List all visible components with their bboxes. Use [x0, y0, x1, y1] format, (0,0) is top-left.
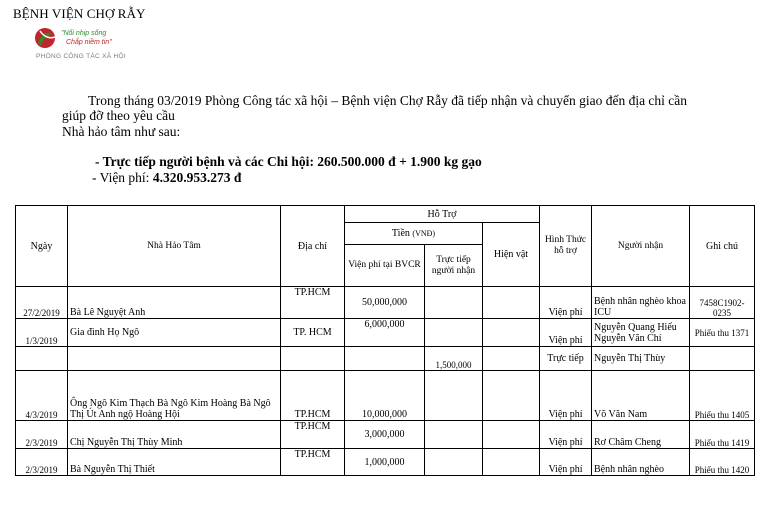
table-cell: Ông Ngô Kim Thạch Bà Ngô Kim Hoàng Bà Ngô Thị Út Anh ngộ Hoàng Hội	[68, 371, 281, 421]
logo-department: PHÒNG CÔNG TÁC XÃ HỘI	[36, 53, 126, 60]
table-cell	[16, 347, 68, 371]
table-cell: Phiếu thu 1419	[690, 421, 755, 449]
table-row	[16, 347, 755, 371]
table-cell	[483, 421, 540, 449]
table-cell: 3,000,000	[345, 421, 425, 449]
table-cell	[425, 287, 483, 319]
hospital-name: BỆNH VIỆN CHỢ RẪY	[13, 6, 146, 21]
table-cell: Rơ Châm Cheng	[592, 421, 690, 449]
table-cell: Viện phí	[540, 371, 592, 421]
table-row	[16, 449, 755, 476]
table-cell: Viện phí	[540, 449, 592, 476]
table-cell: 4/3/2019	[16, 371, 68, 421]
table-cell: 7458C1902-0235	[690, 287, 755, 319]
table-cell: Viện phí	[540, 319, 592, 347]
table-cell: TP.HCM	[281, 449, 345, 476]
table-cell: Bà Lê Nguyệt Anh	[68, 287, 281, 319]
table-cell: TP.HCM	[281, 371, 345, 421]
table-cell: 1,000,000	[345, 449, 425, 476]
table-cell: Viện phí	[540, 287, 592, 319]
table-cell	[425, 319, 483, 347]
header-recipient: Người nhận	[592, 206, 690, 287]
table-cell	[425, 421, 483, 449]
header-date: Ngày	[16, 206, 68, 287]
table-row	[16, 287, 755, 319]
table-cell: Nguyễn Quang Hiếu Nguyễn Văn Chí	[592, 319, 690, 347]
header-direct: Trực tiếp người nhận	[425, 245, 483, 287]
table-cell	[345, 347, 425, 371]
summary-fees-value: 4.320.953.273 đ	[152, 170, 242, 185]
table-cell	[483, 319, 540, 347]
table-cell	[483, 287, 540, 319]
table-cell: 1,500,000	[425, 347, 483, 371]
header-hospital-fee: Viện phí tại BVCR	[345, 245, 425, 287]
table-cell: Bà Nguyễn Thị Thiết	[68, 449, 281, 476]
table-cell	[425, 449, 483, 476]
summary-fees: - Viện phí: 4.320.953.273 đ	[92, 170, 242, 185]
table-cell: Võ Văn Nam	[592, 371, 690, 421]
donation-table	[15, 205, 755, 476]
header-donor: Nhà Hảo Tâm	[68, 206, 281, 287]
table-cell: Trực tiếp	[540, 347, 592, 371]
logo-slogan-line2: Chắp niềm tin"	[66, 39, 112, 46]
table-cell: Phiếu thu 1371	[690, 319, 755, 347]
table-cell: Phiếu thu 1405	[690, 371, 755, 421]
table-row	[16, 421, 755, 449]
table-cell: 50,000,000	[345, 287, 425, 319]
header-support: Hỗ Trợ	[345, 206, 540, 223]
table-cell: TP.HCM	[281, 287, 345, 319]
table-cell	[483, 347, 540, 371]
table-cell: Phiếu thu 1420	[690, 449, 755, 476]
header-money: Tiền (VNĐ)	[345, 223, 483, 245]
table-cell	[68, 347, 281, 371]
table-cell: 1/3/2019	[16, 319, 68, 347]
table-cell: 27/2/2019	[16, 287, 68, 319]
header-address: Địa chỉ	[281, 206, 345, 287]
table-cell	[281, 347, 345, 371]
header-note: Ghi chú	[690, 206, 755, 287]
table-cell: TP.HCM	[281, 421, 345, 449]
table-cell: 2/3/2019	[16, 449, 68, 476]
table-cell	[425, 371, 483, 421]
table-cell: Gia đình Họ Ngô	[68, 319, 281, 347]
table-cell: Bệnh nhân nghèo khoa ICU	[592, 287, 690, 319]
header-in-kind: Hiện vật	[483, 223, 540, 287]
table-cell	[690, 347, 755, 371]
table-cell: TP. HCM	[281, 319, 345, 347]
table-cell: Bệnh nhân nghèo	[592, 449, 690, 476]
summary-direct: - Trực tiếp người bệnh và các Chi hội: 260.500.000 đ + 1.900 kg gạo	[95, 154, 482, 169]
intro-text: Trong tháng 03/2019 Phòng Công tác xã hội – Bệnh viện Chợ Rẫy đã tiếp nhận và chuyển giao đến địa chỉ cần giúp đỡ theo yêu cầu	[62, 93, 688, 123]
intro-paragraph	[62, 93, 712, 123]
table-cell: 2/3/2019	[16, 421, 68, 449]
table-cell: Nguyễn Thị Thùy	[592, 347, 690, 371]
table-row	[16, 371, 755, 421]
logo-slogan-line1: "Nối nhịp sống	[61, 30, 107, 37]
header-form: Hình Thức hỗ trợ	[540, 206, 592, 287]
table-cell: 6,000,000	[345, 319, 425, 347]
table-cell	[483, 449, 540, 476]
intro-line2: Nhà hảo tâm như sau:	[62, 124, 181, 139]
table-cell: Viện phí	[540, 421, 592, 449]
table-row	[16, 319, 755, 347]
table-cell	[483, 371, 540, 421]
table-cell: 10,000,000	[345, 371, 425, 421]
table-cell: Chị Nguyễn Thị Thùy Minh	[68, 421, 281, 449]
